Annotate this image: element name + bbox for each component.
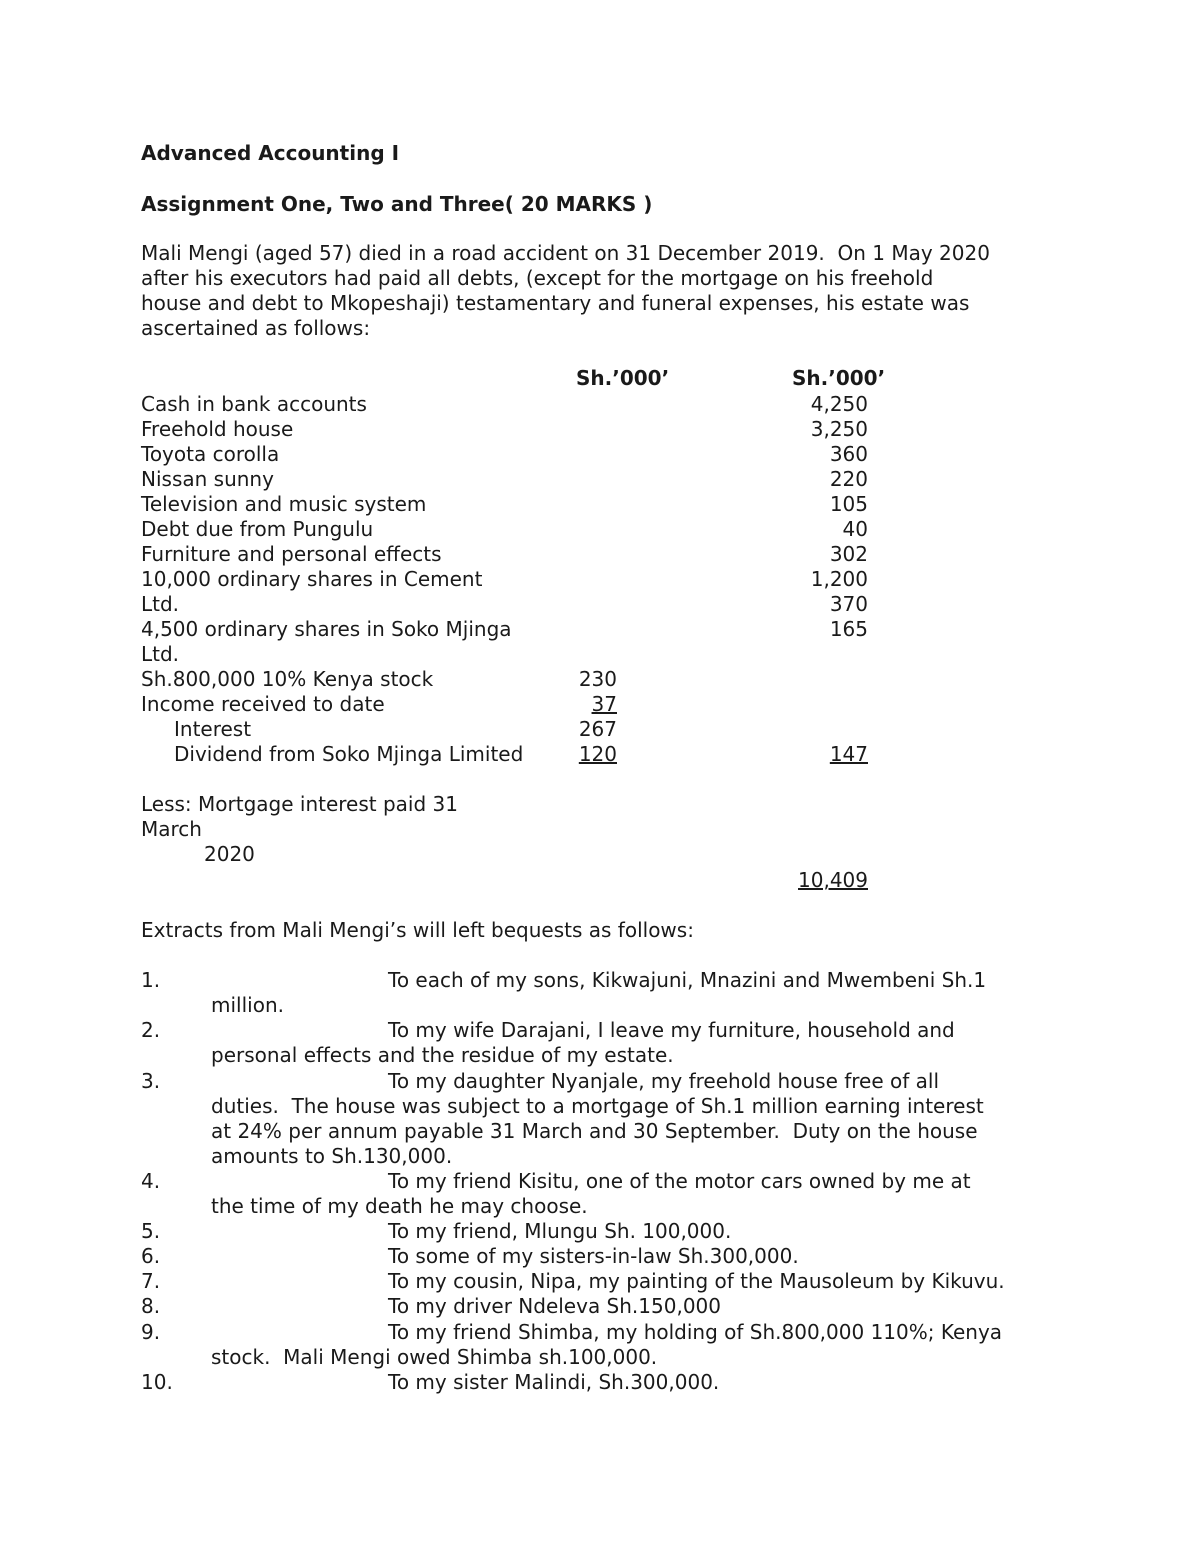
assignment-heading: Assignment One, Two and Three( 20 MARKS ) [141,192,653,216]
list-item-text: at 24% per annum payable 31 March and 30 September. Duty on the house [211,1119,978,1143]
list-item-text: To some of my sisters-in-law Sh.300,000. [388,1244,799,1268]
estate-row-value: 147 [829,742,868,766]
intro-line: after his executors had paid all debts, (except for the mortgage on his freehold [141,266,934,290]
estate-row-value: 165 [829,617,868,641]
column-header-1: Sh.’000’ [576,366,670,390]
intro-line: ascertained as follows: [141,316,371,340]
estate-row-label: 4,500 ordinary shares in Soko Mjinga [141,617,512,641]
list-item-text: To my friend, Mlungu Sh. 100,000. [388,1219,732,1243]
estate-row-label: Sh.800,000 10% Kenya stock [141,667,434,691]
estate-row-label: Interest [174,717,252,741]
estate-row-value: 360 [829,442,868,466]
estate-row-subvalue: 120 [578,742,617,766]
estate-row-label: Television and music system [141,492,427,516]
list-item-text: the time of my death he may choose. [211,1194,588,1218]
estate-row-value: 1,200 [810,567,868,591]
estate-row-label: 10,000 ordinary shares in Cement [141,567,483,591]
estate-row-label: Income received to date [141,692,385,716]
less-line: Less: Mortgage interest paid 31 [141,792,458,816]
column-header-2: Sh.’000’ [792,366,886,390]
list-item-number: 2. [141,1018,161,1042]
list-item-text: personal effects and the residue of my estate. [211,1043,674,1067]
estate-row-subvalue: 230 [578,667,617,691]
estate-row-value: 105 [829,492,868,516]
list-item-number: 1. [141,968,161,992]
estate-row-label: Freehold house [141,417,294,441]
list-item-number: 9. [141,1320,161,1344]
estate-row-value: 3,250 [810,417,868,441]
intro-line: Mali Mengi (aged 57) died in a road accident on 31 December 2019. On 1 May 2020 [141,241,990,265]
estate-row-subvalue: 267 [578,717,617,741]
list-item-text: To my friend Kisitu, one of the motor cars owned by me at [388,1169,971,1193]
estate-row-value: 220 [829,467,868,491]
document-title: Advanced Accounting I [141,141,400,165]
estate-row-label: Toyota corolla [141,442,280,466]
estate-row-label: Cash in bank accounts [141,392,367,416]
estate-row-value: 40 [842,517,868,541]
list-item-text: duties. The house was subject to a mortgage of Sh.1 million earning interest [211,1094,984,1118]
will-intro: Extracts from Mali Mengi’s will left bequests as follows: [141,918,694,942]
estate-row-label: Dividend from Soko Mjinga Limited [174,742,524,766]
estate-row-label: Nissan sunny [141,467,274,491]
estate-row-label: Ltd. [141,642,180,666]
estate-row-label: Ltd. [141,592,180,616]
list-item-text: stock. Mali Mengi owed Shimba sh.100,000. [211,1345,658,1369]
list-item-number: 5. [141,1219,161,1243]
list-item-number: 7. [141,1269,161,1293]
list-item-number: 6. [141,1244,161,1268]
estate-row-value: 370 [829,592,868,616]
list-item-text: million. [211,993,284,1017]
list-item-text: To my sister Malindi, Sh.300,000. [388,1370,720,1394]
list-item-text: To my daughter Nyanjale, my freehold house free of all [388,1069,940,1093]
estate-row-value: 4,250 [810,392,868,416]
list-item-number: 3. [141,1069,161,1093]
list-item-text: To my driver Ndeleva Sh.150,000 [388,1294,721,1318]
less-line: March [141,817,202,841]
list-item-text: amounts to Sh.130,000. [211,1144,453,1168]
list-item-number: 8. [141,1294,161,1318]
list-item-text: To my friend Shimba, my holding of Sh.800,000 110%; Kenya [388,1320,1003,1344]
intro-line: house and debt to Mkopeshaji) testamentary and funeral expenses, his estate was [141,291,970,315]
list-item-text: To my cousin, Nipa, my painting of the Mausoleum by Kikuvu. [388,1269,1005,1293]
estate-row-label: Furniture and personal effects [141,542,442,566]
estate-total: 10,409 [798,868,868,892]
list-item-number: 10. [141,1370,173,1394]
list-item-number: 4. [141,1169,161,1193]
estate-row-value: 302 [829,542,868,566]
list-item-text: To my wife Darajani, I leave my furniture, household and [388,1018,955,1042]
less-line: 2020 [204,842,255,866]
estate-row-subvalue: 37 [591,692,617,716]
list-item-text: To each of my sons, Kikwajuni, Mnazini and Mwembeni Sh.1 [388,968,987,992]
estate-row-label: Debt due from Pungulu [141,517,374,541]
